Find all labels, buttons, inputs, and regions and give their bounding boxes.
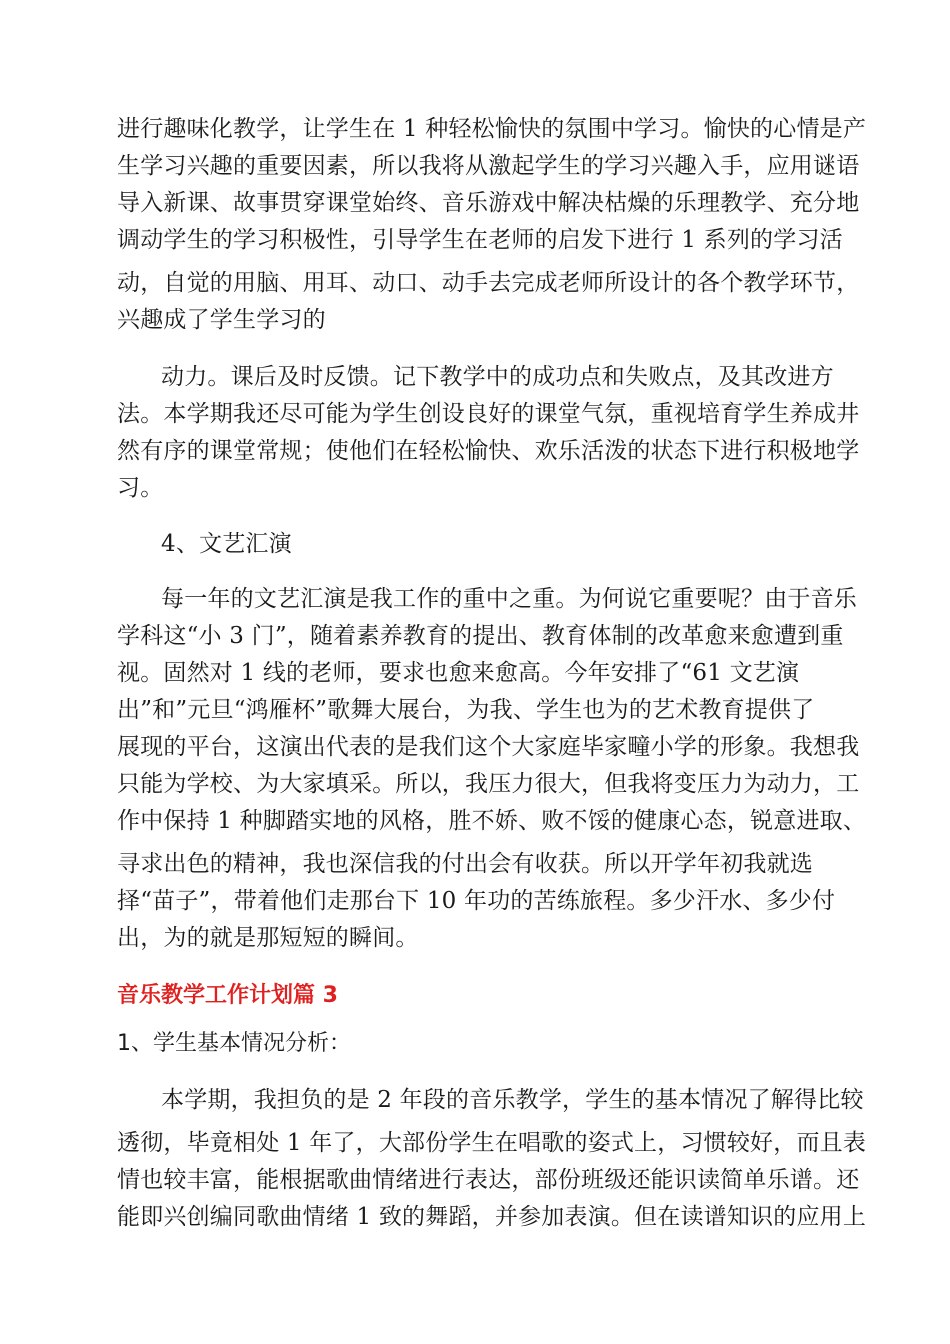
paragraph-line: 兴趣成了学生学习的: [117, 307, 326, 333]
paragraph-line: 本学期，我担负的是 2 年段的音乐教学，学生的基本情况了解得比较: [161, 1087, 864, 1113]
paragraph-line: 然有序的课堂常规；使他们在轻松愉快、欢乐活泼的状态下进行积极地学: [117, 438, 860, 464]
paragraph-line: 导入新课、故事贯穿课堂始终、音乐游戏中解决枯燥的乐理教学、充分地: [117, 190, 860, 216]
paragraph-line: 进行趣味化教学，让学生在 1 种轻松愉快的氛围中学习。愉快的心情是产: [117, 116, 867, 142]
paragraph-line: 展现的平台，这演出代表的是我们这个大家庭毕家疃小学的形象。我想我: [117, 734, 860, 760]
paragraph-line: 法。本学期我还尽可能为学生创设良好的课堂气氛，重视培育学生养成井: [117, 401, 860, 427]
paragraph-line: 生学习兴趣的重要因素，所以我将从激起学生的学习兴趣入手，应用谜语: [117, 153, 860, 179]
paragraph-line: 情也较丰富，能根据歌曲情绪进行表达，部份班级还能识读简单乐谱。还: [117, 1167, 860, 1193]
paragraph-line: 每一年的文艺汇演是我工作的重中之重。为何说它重要呢？由于音乐: [161, 586, 857, 612]
paragraph-line: 调动学生的学习积极性，引导学生在老师的启发下进行 1 系列的学习活: [117, 227, 843, 253]
subheading: 1、学生基本情况分析：: [117, 1031, 351, 1056]
paragraph-line: 视。固然对 1 线的老师，要求也愈来愈高。今年安排了“61 文艺演: [117, 660, 800, 686]
paragraph-line: 作中保持 1 种脚踏实地的风格，胜不娇、败不馁的健康心态，锐意进取、: [117, 808, 867, 834]
section-heading: 音乐教学工作计划篇 3: [117, 983, 338, 1008]
paragraph-line: 动，自觉的用脑、用耳、动口、动手去完成老师所设计的各个教学环节，: [117, 270, 860, 296]
paragraph-line: 只能为学校、为大家填采。所以，我压力很大，但我将变压力为动力，工: [117, 771, 860, 797]
paragraph-line: 能即兴创编同歌曲情绪 1 致的舞蹈，并参加表演。但在读谱知识的应用上: [117, 1204, 867, 1230]
paragraph-line: 透彻，毕竟相处 1 年了，大部份学生在唱歌的姿式上，习惯较好，而且表: [117, 1130, 867, 1156]
paragraph-line: 习。: [117, 475, 164, 501]
paragraph-line: 学科这“小 3 门”，随着素养教育的提出、教育体制的改革愈来愈遭到重: [117, 623, 844, 649]
paragraph-line: 寻求出色的精神，我也深信我的付出会有收获。所以开学年初我就选: [117, 851, 813, 877]
paragraph-line: 择“苗子”，带着他们走那台下 10 年功的苦练旅程。多少汗水、多少付: [117, 888, 836, 914]
paragraph-line: 动力。课后及时反馈。记下教学中的成功点和失败点，及其改进方: [161, 364, 834, 390]
paragraph-line: 出”和”元旦“鸿雁杯”歌舞大展台，为我、学生也为的艺术教育提供了: [117, 697, 815, 723]
section-title-4: 4、文艺汇演: [161, 531, 292, 557]
paragraph-line: 出，为的就是那短短的瞬间。: [117, 925, 419, 951]
